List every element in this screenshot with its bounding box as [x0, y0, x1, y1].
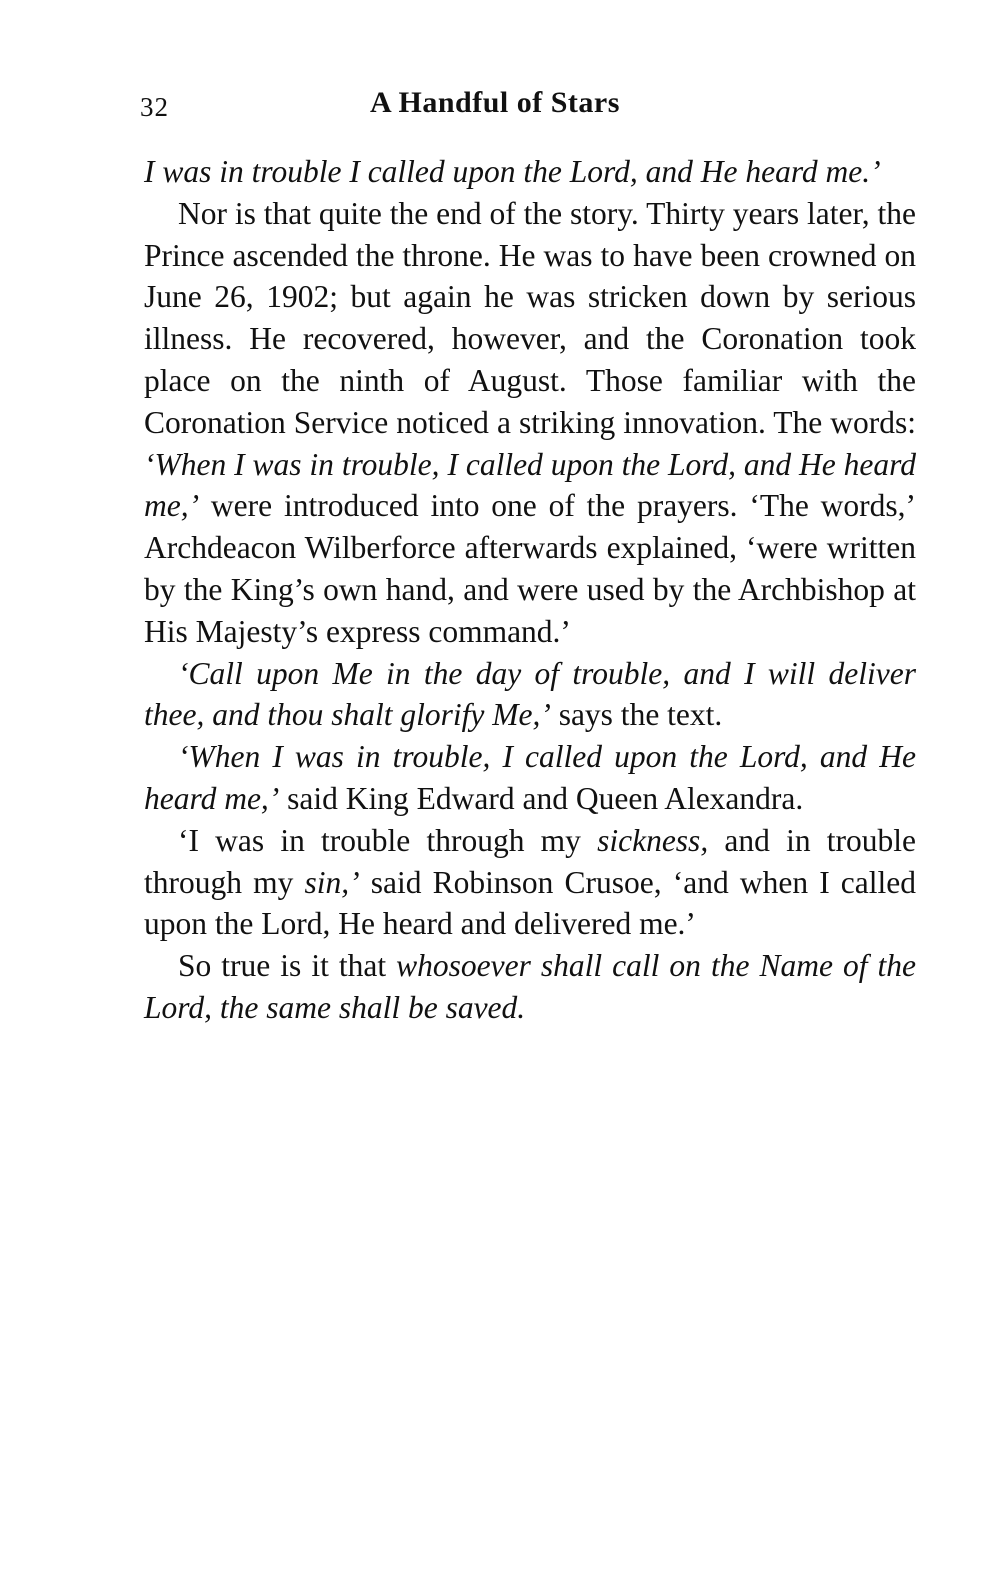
- paragraph: [144, 736, 916, 820]
- text-run: and in trouble through my: [144, 822, 916, 900]
- text-run: said King Edward and Queen Alexandra.: [279, 780, 804, 816]
- text-run: So true is it that: [178, 948, 397, 984]
- paragraph: [144, 151, 916, 193]
- paragraph: [144, 820, 916, 945]
- page-number: 32: [140, 92, 169, 122]
- running-head: [140, 86, 916, 130]
- paragraph: [144, 653, 916, 737]
- italic-text: sin,’: [304, 864, 360, 900]
- text-run: said Robinson Crusoe, ‘and when I called upon the Lord, He heard and delivered me.’: [144, 864, 917, 942]
- text-run: ‘I was in trouble through my: [178, 822, 598, 858]
- paragraph: [144, 193, 916, 653]
- italic-text: ‘Call upon Me in the day of trouble, and I will deliver thee, and thou shalt glorify Me,’: [144, 655, 916, 733]
- italic-text: I was in trouble I called upon the Lord, and He heard me.’: [144, 154, 881, 189]
- text-run: were introduced into one of the prayers. ‘The words,’ Archdeacon Wilberforce afterwards explained, ‘were written by the King’s own hand, and were used by the Archbishop at His Majesty’s express command.’: [144, 488, 916, 649]
- text-run: says the text.: [550, 697, 723, 733]
- italic-text: ‘When I was in trouble, I called upon the Lord, and He heard me,’: [144, 739, 916, 816]
- italic-text: ‘When I was in trouble, I called upon the Lord, and He heard me,’: [144, 446, 916, 524]
- italic-text: sickness,: [597, 822, 709, 858]
- italic-text: whosoever shall call on the Name of the Lord, the same shall be saved.: [144, 948, 916, 1025]
- book-title: A Handful of Stars: [370, 86, 620, 119]
- text-run: Nor is that quite the end of the story. Thirty years later, the Prince ascended the throne. He was to have been crowned on June 26, 1902; but again he was stricken down by serious illness. He recovered, however, and the Coronation took place on the ninth of August. Those familiar with the Coronation Service noticed a striking innovation. The words:: [144, 195, 916, 440]
- book-page: [140, 0, 917, 1578]
- body-text: [144, 151, 916, 1029]
- paragraph: [144, 945, 916, 1029]
